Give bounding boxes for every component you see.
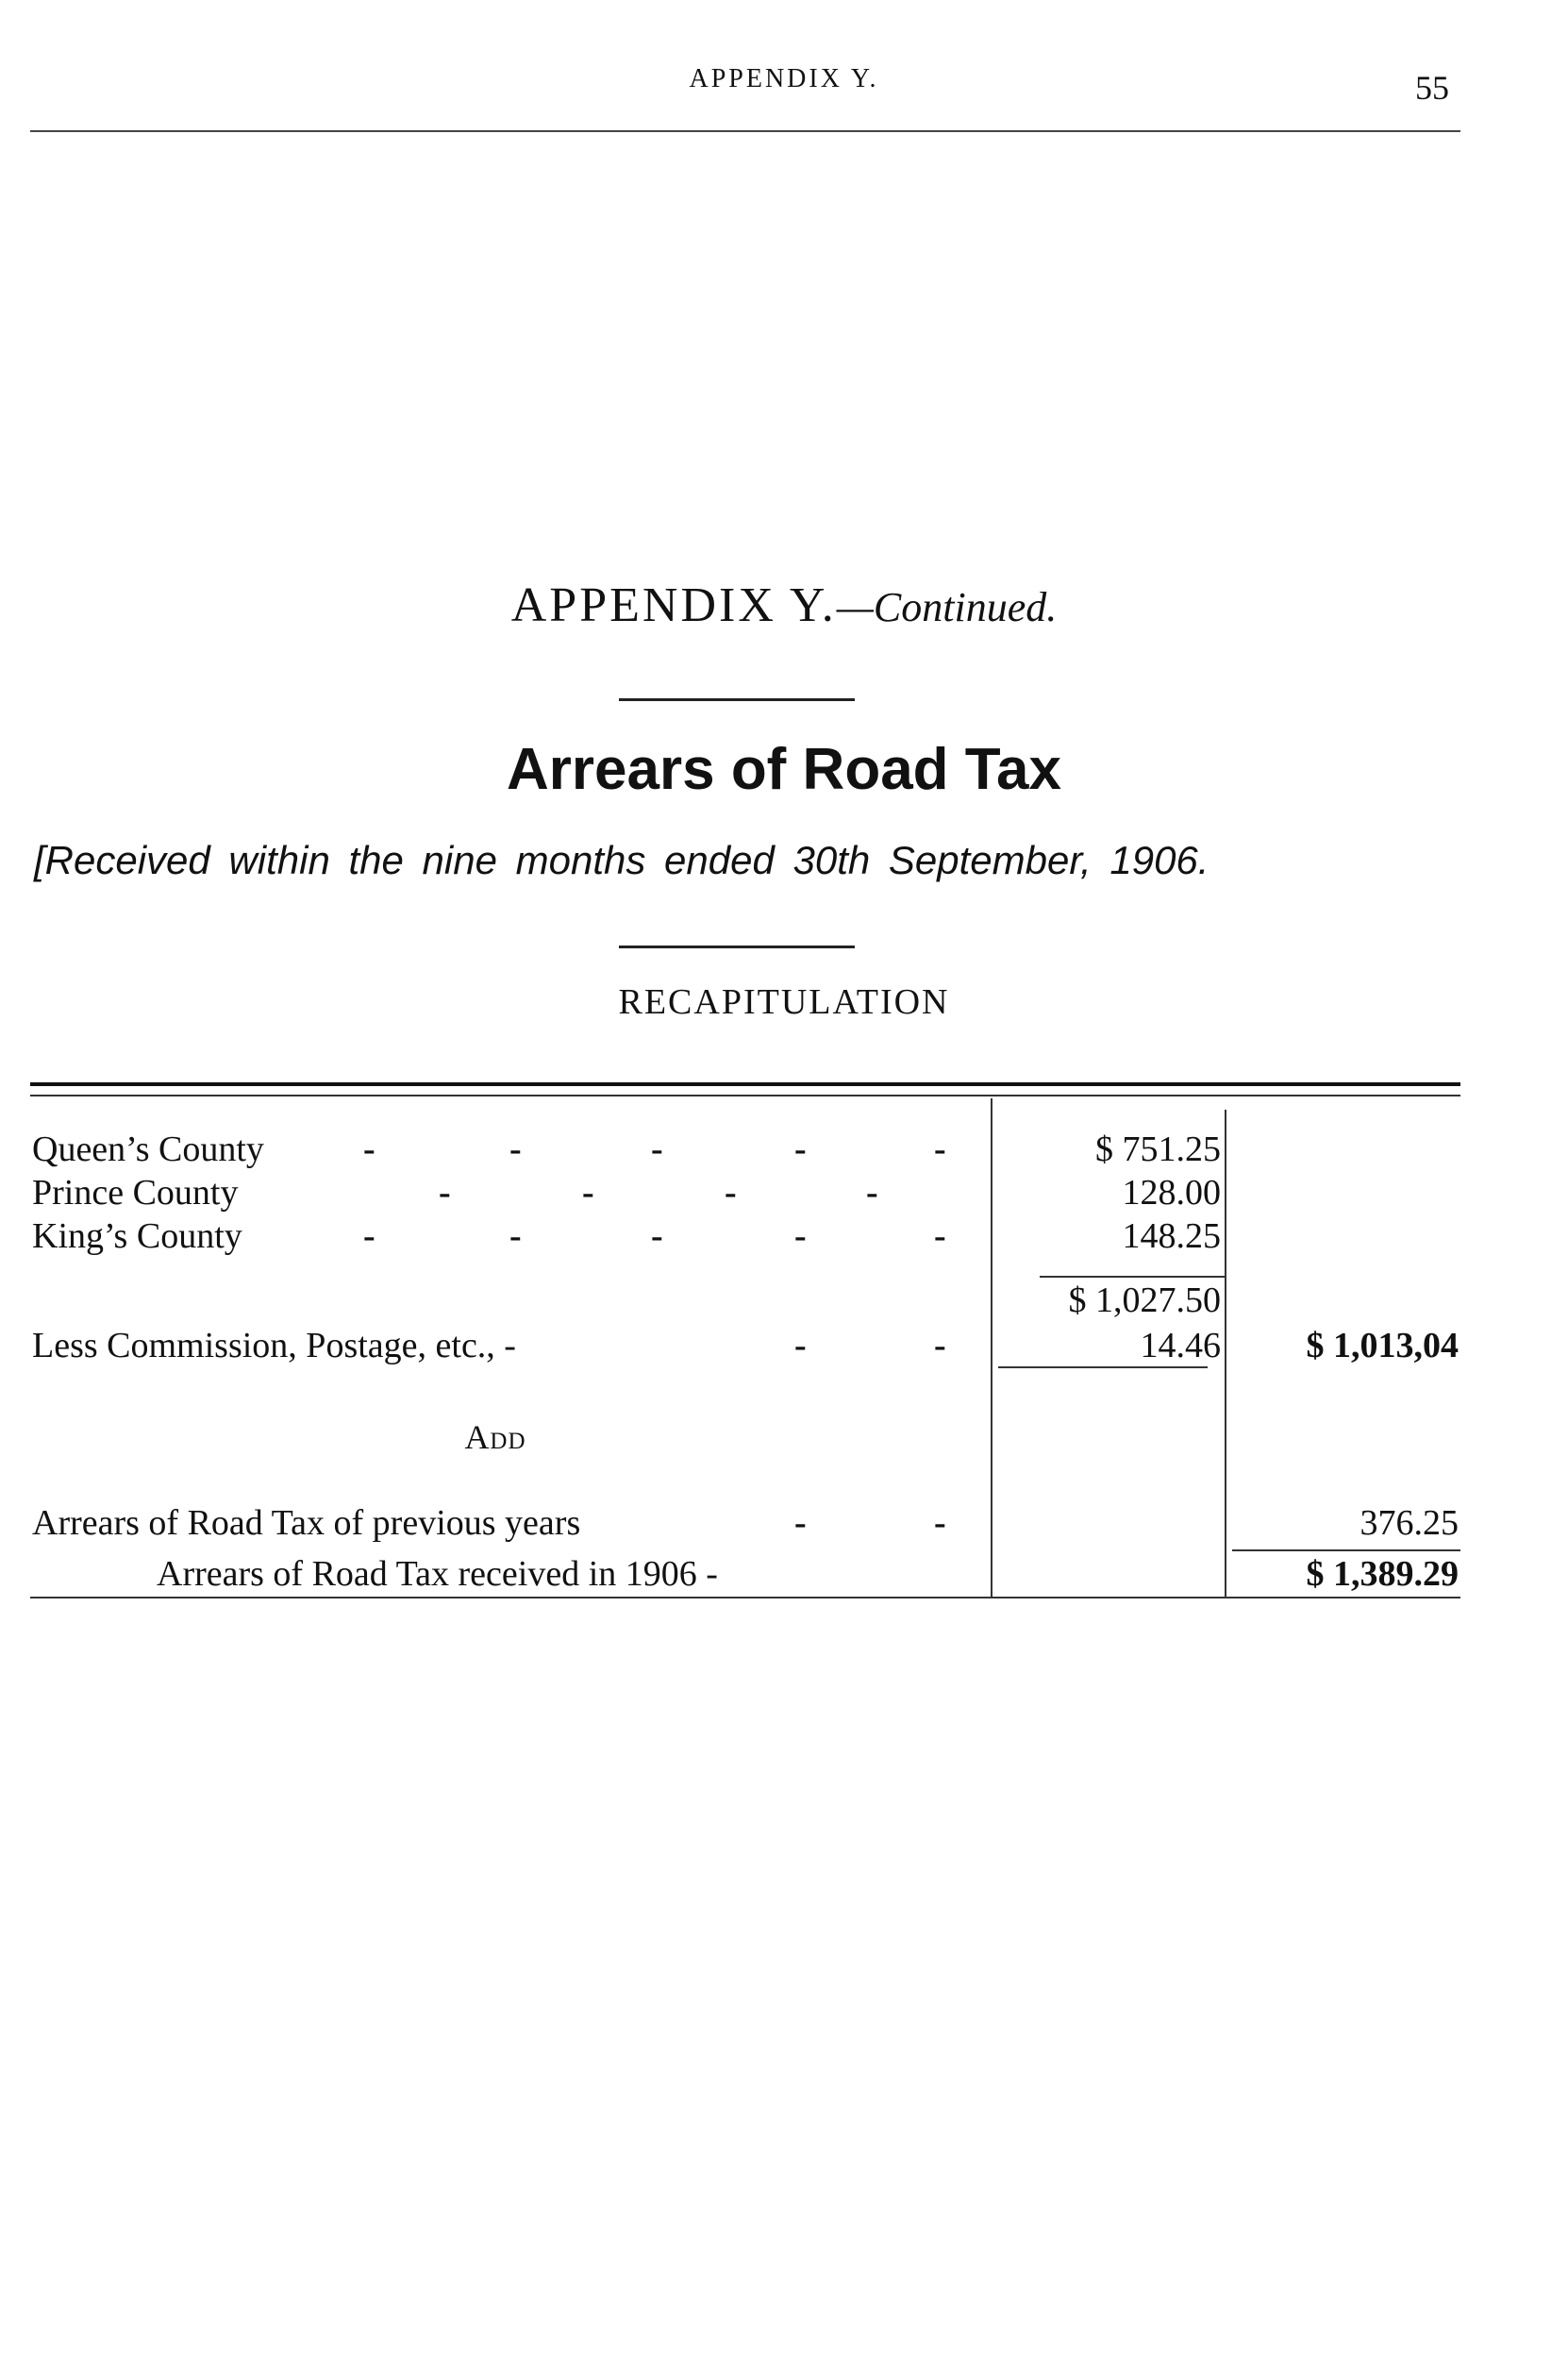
- subtotal-amount: $ 1,027.50: [1068, 1280, 1221, 1320]
- heading-rule: [619, 698, 855, 701]
- leader-dash: -: [363, 1130, 375, 1169]
- leader-dash: -: [866, 1173, 878, 1213]
- column-divider-2: [1225, 1110, 1226, 1598]
- appendix-label: APPENDIX Y.: [510, 578, 837, 632]
- amount-commission: 14.46: [1140, 1326, 1221, 1365]
- leader-dash: -: [582, 1173, 594, 1213]
- page-number: 55: [1415, 69, 1449, 107]
- leader-dash: -: [509, 1130, 522, 1169]
- leader-dash: -: [934, 1326, 946, 1365]
- running-header: APPENDIX Y.: [689, 64, 879, 93]
- net-amount: $ 1,013,04: [1306, 1326, 1459, 1365]
- amount-queens-county: $ 751.25: [1095, 1130, 1221, 1169]
- subtotal-rule: [1040, 1276, 1225, 1278]
- row-label-total: Arrears of Road Tax received in 1906 -: [157, 1554, 718, 1594]
- header-rule: [30, 130, 1460, 132]
- continued-label: —Continued.: [836, 584, 1058, 630]
- table-bottom-rule: [30, 1597, 1460, 1598]
- row-label-prince-county: Prince County: [32, 1173, 239, 1213]
- table-top-rule-thin: [30, 1095, 1460, 1096]
- leader-dash: -: [934, 1216, 946, 1256]
- leader-dash: -: [794, 1503, 807, 1543]
- row-label-commission: Less Commission, Postage, etc., -: [32, 1326, 516, 1365]
- leader-dash: -: [509, 1216, 522, 1256]
- row-label-queens-county: Queen’s County: [32, 1130, 264, 1169]
- commission-rule: [998, 1366, 1208, 1368]
- appendix-heading: [0, 577, 1568, 633]
- row-label-previous-years: Arrears of Road Tax of previous years: [32, 1503, 581, 1543]
- leader-dash: -: [439, 1173, 451, 1213]
- table-title: Arrears of Road Tax: [506, 737, 1062, 802]
- table-subtitle: [Received within the nine months ended 30th September, 1906.: [34, 838, 1209, 882]
- leader-dash: -: [651, 1216, 663, 1256]
- row-label-kings-county: King’s County: [32, 1216, 242, 1256]
- leader-dash: -: [934, 1130, 946, 1169]
- section-label: RECAPITULATION: [618, 982, 950, 1022]
- total-rule: [1232, 1549, 1460, 1551]
- add-heading: Add: [464, 1418, 526, 1456]
- leader-dash: -: [651, 1130, 663, 1169]
- leader-dash: -: [725, 1173, 737, 1213]
- leader-dash: -: [363, 1216, 375, 1256]
- total-amount: $ 1,389.29: [1306, 1554, 1459, 1594]
- leader-dash: -: [794, 1216, 807, 1256]
- leader-dash: -: [794, 1326, 807, 1365]
- amount-kings-county: 148.25: [1122, 1216, 1221, 1256]
- amount-previous-years: 376.25: [1359, 1503, 1459, 1543]
- leader-dash: -: [934, 1503, 946, 1543]
- subtitle-rule: [619, 946, 855, 948]
- column-divider-1: [991, 1098, 993, 1598]
- amount-prince-county: 128.00: [1122, 1173, 1221, 1213]
- table-top-rule: [30, 1082, 1460, 1086]
- leader-dash: -: [794, 1130, 807, 1169]
